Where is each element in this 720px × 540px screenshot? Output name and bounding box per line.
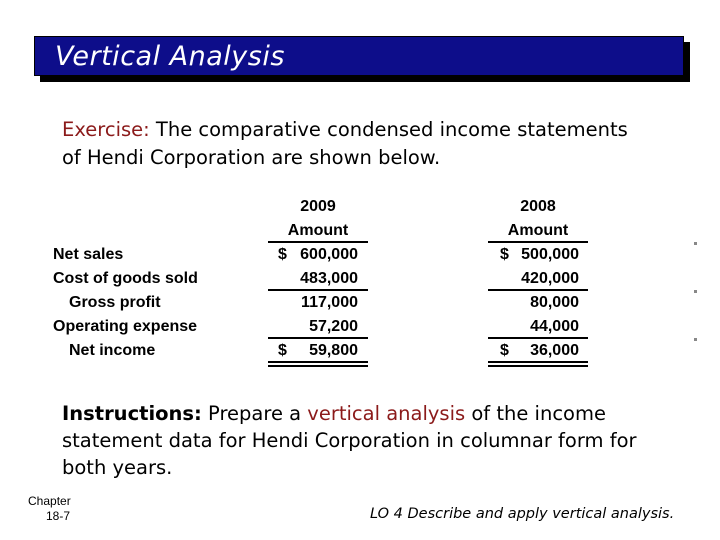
page-number: 18-7 (46, 509, 71, 523)
row-label-operating-expense: Operating expense (53, 318, 198, 335)
header-2008-year: 2008 (520, 198, 556, 215)
instructions-label: Instructions: (62, 402, 202, 425)
value-2009-net-income: 59,800 (309, 342, 358, 359)
dollar-sign: $ (500, 342, 509, 359)
subtotal-rule-2008 (488, 289, 588, 291)
value-2008-cogs: 420,000 (521, 270, 579, 287)
row-label-cogs: Cost of goods sold (53, 270, 198, 287)
learning-objective: LO 4 Describe and apply vertical analysis. (370, 506, 675, 522)
dollar-sign: $ (278, 342, 287, 359)
slide-title: Vertical Analysis (55, 41, 285, 72)
value-2009-operating-expense: 57,200 (309, 318, 358, 335)
edge-mark (694, 290, 697, 293)
dollar-sign: $ (500, 246, 509, 263)
value-2009-gross-profit: 117,000 (301, 294, 358, 311)
instructions-text-post: of the income (465, 402, 606, 425)
edge-mark (694, 242, 697, 245)
total-rule-2009-1 (268, 361, 368, 363)
row-label-net-sales: Net sales (53, 246, 124, 263)
value-2008-net-income: 36,000 (530, 342, 579, 359)
value-2009-net-sales: 600,000 (300, 246, 358, 263)
dollar-sign: $ (278, 246, 287, 263)
value-2008-net-sales: 500,000 (521, 246, 579, 263)
exercise-text-2: of Hendi Corporation are shown below. (62, 146, 441, 169)
total-rule-2008-1 (488, 361, 588, 363)
header-2009-year: 2009 (300, 198, 336, 215)
row-label-net-income: Net income (69, 342, 156, 359)
subtotal-rule-2009-b (268, 337, 368, 339)
value-2008-gross-profit: 80,000 (530, 294, 579, 311)
edge-mark (694, 338, 697, 341)
header-2008-amount: Amount (507, 222, 569, 239)
exercise-text-1: The comparative condensed income statements (149, 118, 628, 141)
header-2009-amount: Amount (287, 222, 349, 239)
row-label-gross-profit: Gross profit (69, 294, 161, 311)
subtotal-rule-2009 (268, 289, 368, 291)
instructions-text-3: both years. (62, 456, 173, 479)
instructions-text-2: statement data for Hendi Corporation in columnar form for (62, 429, 637, 452)
value-2009-cogs: 483,000 (300, 270, 358, 287)
instructions-highlight: vertical analysis (307, 402, 466, 425)
header-rule-2008 (488, 241, 588, 243)
exercise-label: Exercise: (62, 118, 150, 141)
chapter-footer (28, 494, 71, 524)
subtotal-rule-2008-b (488, 337, 588, 339)
header-rule-2009 (268, 241, 368, 243)
instructions-paragraph (62, 400, 692, 481)
chapter-label: Chapter (28, 494, 71, 508)
instructions-text-pre: Prepare a (201, 402, 308, 425)
total-rule-2009-2 (268, 365, 368, 367)
total-rule-2008-2 (488, 365, 588, 367)
value-2008-operating-expense: 44,000 (530, 318, 579, 335)
